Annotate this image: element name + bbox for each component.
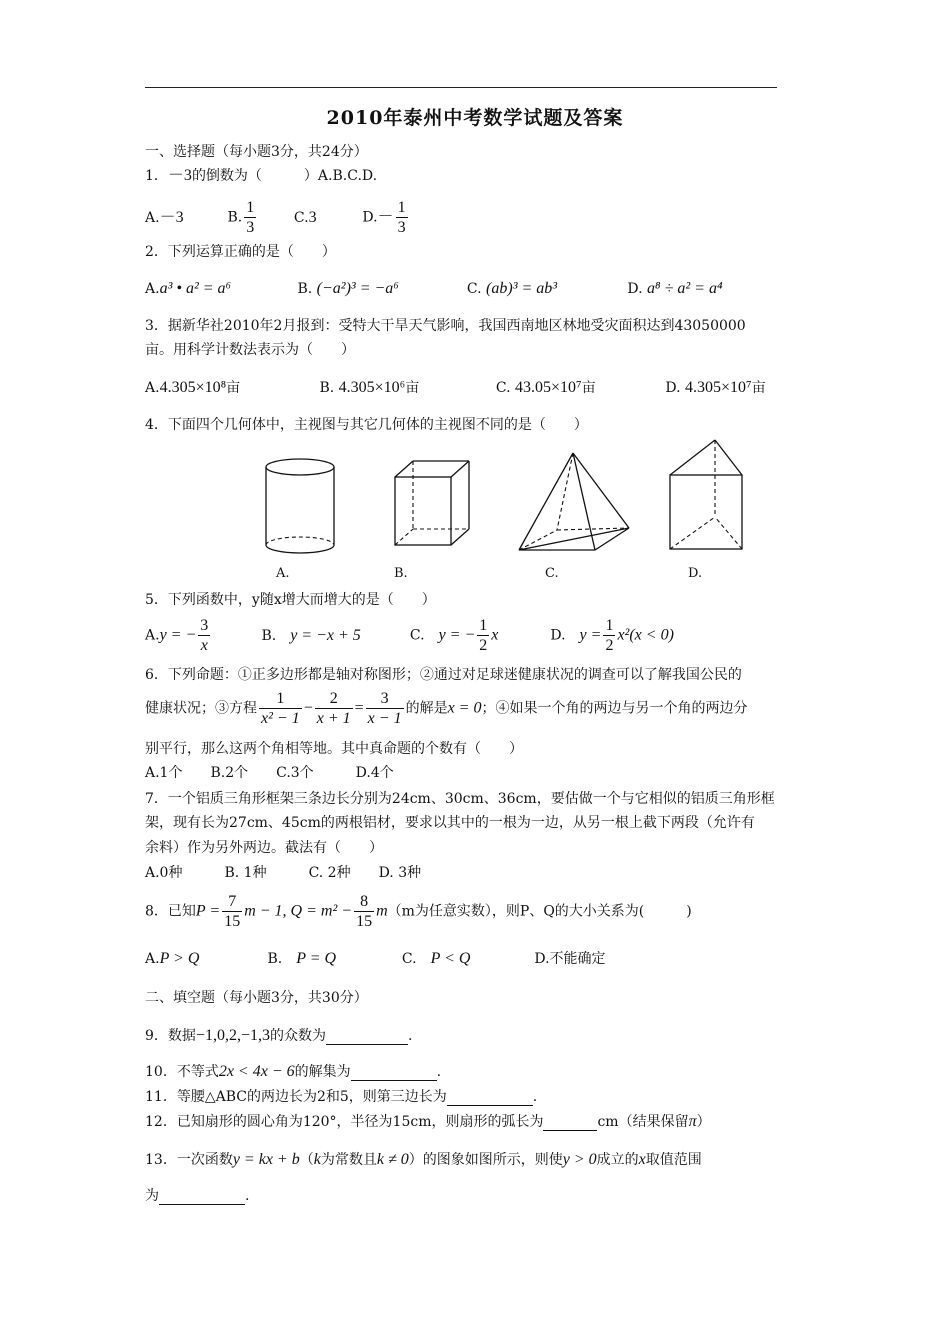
question-8-stem: 8．已知P = $\frac{7}{15}$ m − 1, Q = m² − $\frac{8}{15}$ m（m为任意实数），则P、Q的大小关系为( ) — [145, 893, 692, 930]
question-12: 12．已知扇形的圆心角为120°，半径为15cm，则扇形的弧长为 cm（结果保留π） — [145, 1113, 711, 1130]
question-7-line-3: 余料）作为另外两边。截法有（ ） — [145, 840, 383, 856]
answer-blank-9[interactable] — [326, 1029, 408, 1045]
section-fill-heading: 二、填空题（每小题3分，共30分） — [145, 990, 368, 1006]
question-6-line-2: 健康状况；③方程 $\frac{1}{\text{x² − 1}}$ − $\frac{2}{x + 1}$ = $\frac{3}{x - 1}$ 的解是x = 0；④如果一个角的两边与另一个角的两边分 — [145, 690, 748, 727]
question-6-line-3: 别平行，那么这两个角相等地。其中真命题的个数有（ ） — [145, 741, 523, 757]
question-5-stem: 5．下列函数中，y随x增大而增大的是（ ） — [145, 592, 436, 608]
answer-blank-13[interactable] — [159, 1189, 245, 1205]
page-title: 2010年泰州中考数学试题及答案 — [326, 107, 624, 129]
question-11: 11．等腰△ABC的两边长为2和5，则第三边长为 . — [145, 1089, 538, 1105]
answer-blank-10[interactable] — [351, 1065, 437, 1081]
cylinder-figure — [262, 455, 342, 560]
question-3-line-1: 3．据新华社2010年2月报到：受特大干旱天气影响，我国西南地区林地受灾面积达到43050000 — [145, 318, 746, 334]
question-9: 9．数据−1,0,2,−1,3的众数为 . — [145, 1027, 413, 1044]
section-choice-heading: 一、选择题（每小题3分，共24分） — [145, 144, 368, 160]
question-7-line-2: 架，现有长为27cm、45cm的两根铝材，要求以其中的一根为一边，从另一根上截下两段（允许有 — [145, 815, 755, 831]
question-1-options: A.－3 B. $\frac{1}{3}$ C.3 D.－ $\frac{1}{3}$ — [145, 199, 406, 236]
prism-figure — [665, 435, 750, 555]
question-3-line-2: 亩。用科学计数法表示为（ ） — [145, 342, 355, 358]
cube-figure — [390, 455, 480, 555]
question-10: 10．不等式2x < 4x − 6的解集为 . — [145, 1063, 442, 1080]
figure-label-c: C. — [545, 566, 559, 581]
question-6-line-1: 6．下列命题：①正多边形都是轴对称图形；②通过对足球迷健康状况的调查可以了解我国公民的 — [145, 667, 742, 683]
question-13-line-1: 13．一次函数y = kx + b（k为常数且k ≠ 0）的图象如图所示，则使y > 0成立的x取值范围 — [145, 1151, 702, 1168]
question-7-line-1: 7．一个铝质三角形框架三条边长分别为24cm、30cm、36cm，要估做一个与它相似的铝质三角形框 — [145, 791, 775, 807]
question-4-stem: 4．下面四个几何体中，主视图与其它几何体的主视图不同的是（ ） — [145, 417, 588, 433]
figure-label-b: B. — [394, 566, 408, 581]
question-6-options: A.1个 B.2个 C.3个 D.4个 — [145, 765, 394, 781]
question-7-options: A.0种 B. 1种 C. 2种 D. 3种 — [145, 865, 422, 881]
pyramid-figure — [515, 448, 635, 558]
answer-blank-12[interactable] — [543, 1115, 597, 1131]
figure-label-a: A. — [276, 566, 290, 581]
question-5-options: A.y = − $\frac{3}{x}$ B. y = −x + 5 C. y = − $\frac{1}{2}$ x D. y = $\frac{1}{2}$ x²(x < 0) — [145, 617, 674, 654]
question-2-options: A.a³ • a² = a⁶ B. (−a²)³ = −a⁶ C. (ab)³ = ab³ D. a⁸ ÷ a² = a⁴ — [145, 280, 723, 297]
header-rule — [145, 87, 777, 88]
answer-blank-11[interactable] — [447, 1090, 533, 1106]
question-3-options: A.4.305×10⁸亩 B. 4.305×10⁶亩 C. 43.05×10⁷亩 D. 4.305×10⁷亩 — [145, 379, 766, 396]
question-1-stem: 1．－3的倒数为（ ）A.B.C.D. — [145, 167, 378, 184]
question-2-stem: 2．下列运算正确的是（ ） — [145, 244, 336, 260]
question-13-line-2: 为 . — [145, 1188, 250, 1204]
question-8-options: A.P > Q B. P = Q C. P < Q D.不能确定 — [145, 950, 606, 967]
figure-label-d: D. — [688, 566, 703, 581]
